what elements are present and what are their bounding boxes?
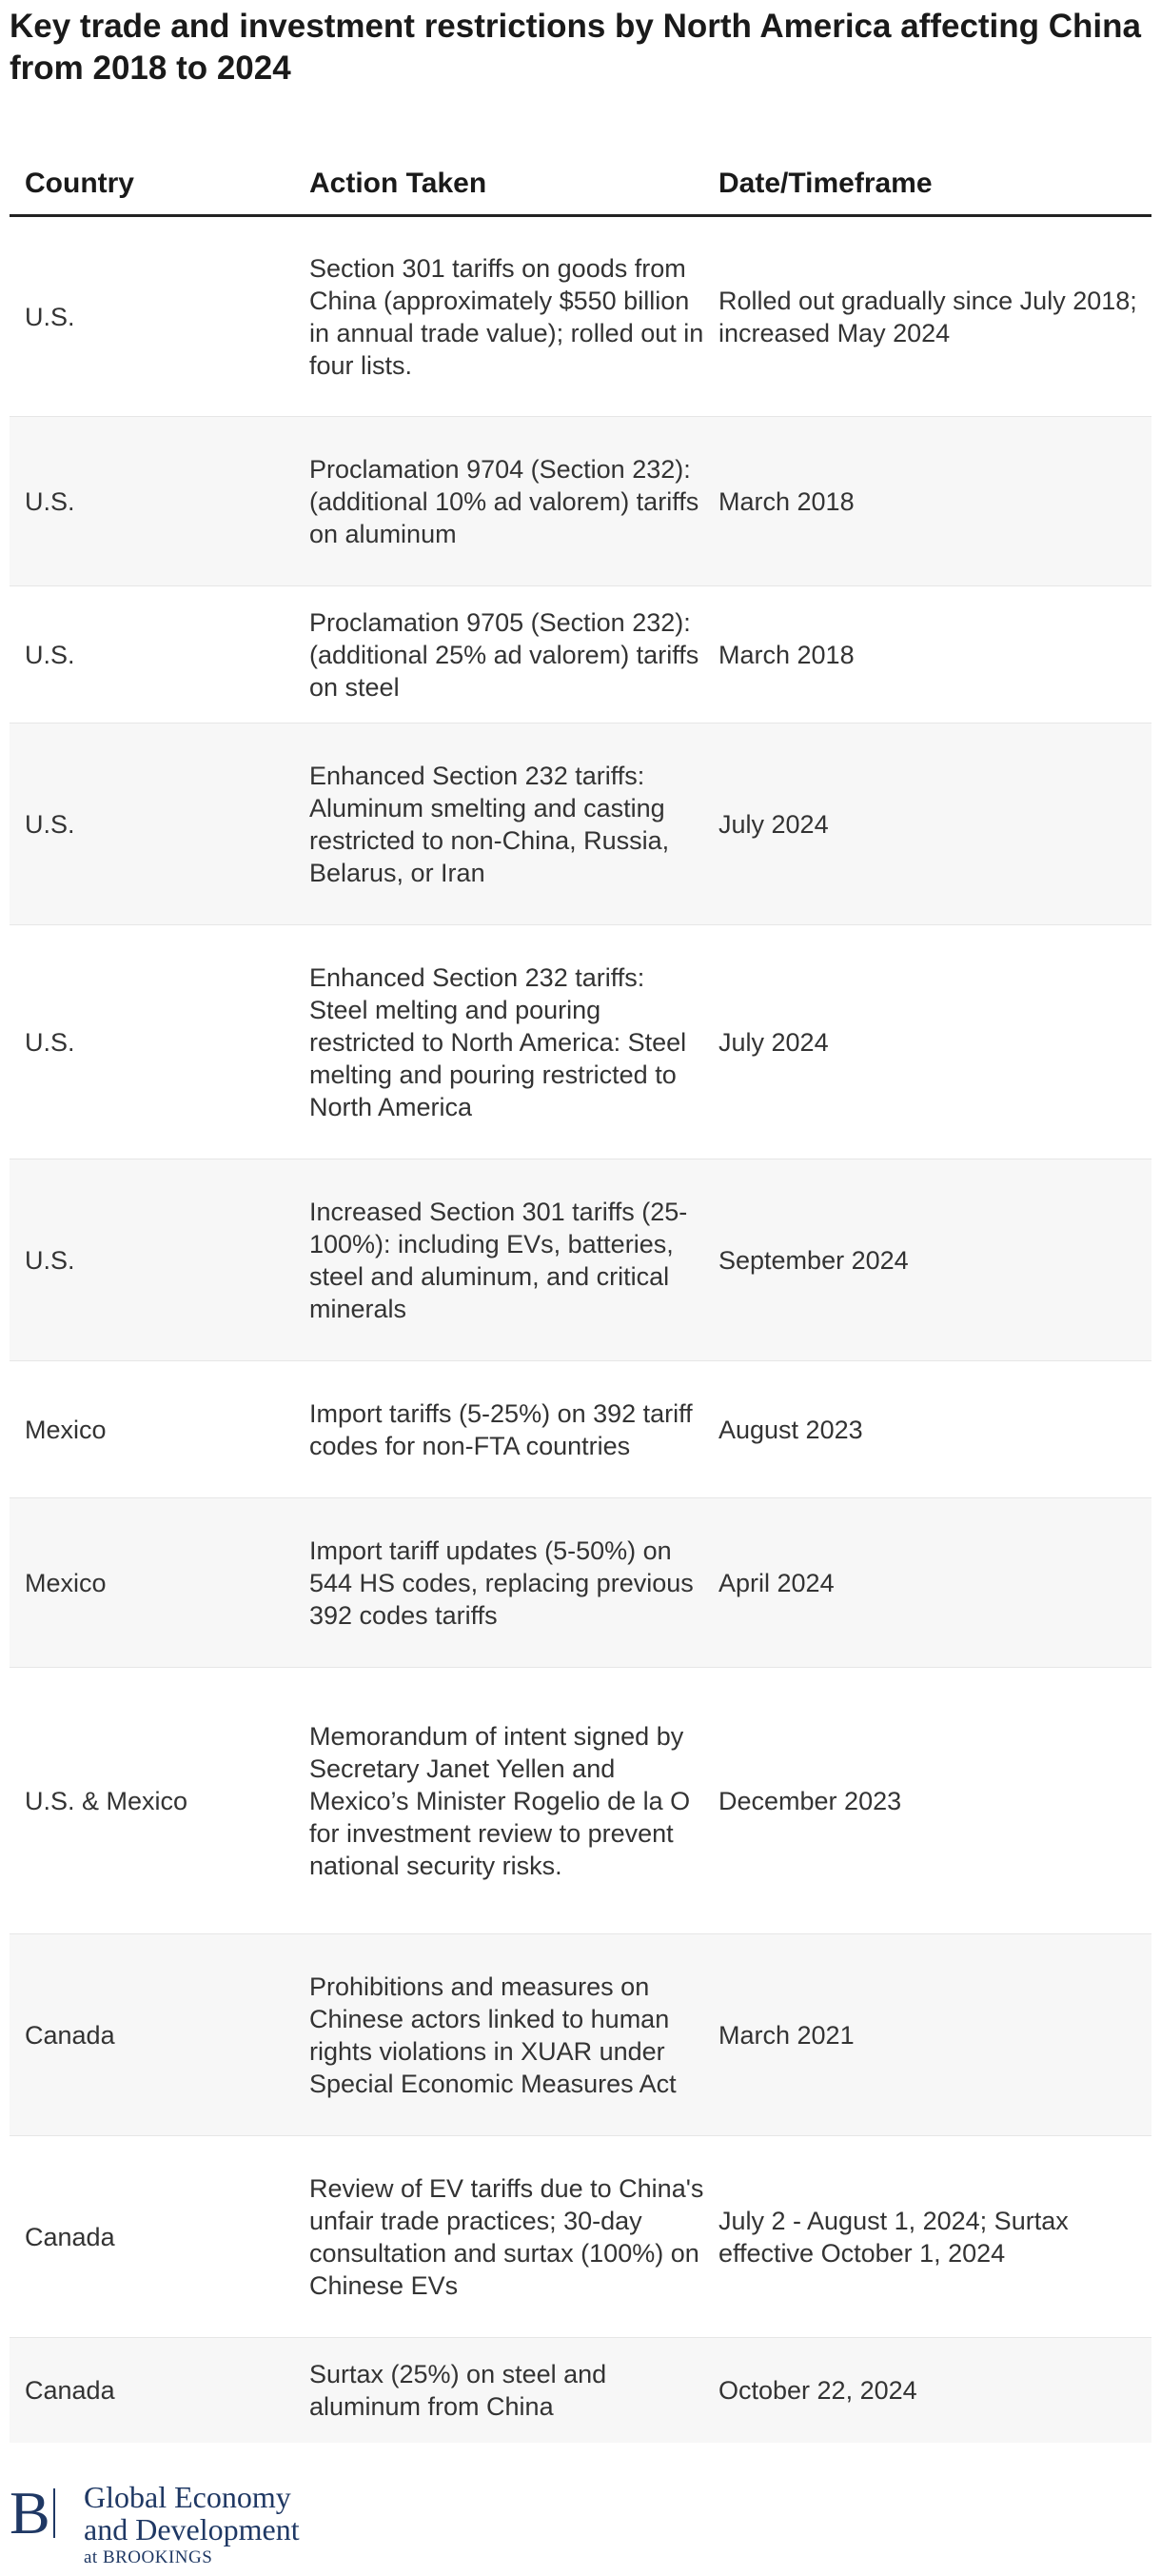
header-country: Country bbox=[25, 167, 134, 199]
cell-action: Prohibitions and measures on Chinese actors linked to human rights violations in XUAR under Special Economic Measures Act bbox=[309, 1972, 677, 2098]
cell-country: U.S. bbox=[25, 1027, 75, 1057]
cell-country: U.S. bbox=[25, 1245, 75, 1275]
cell-date: Rolled out gradually since July 2018; increased May 2024 bbox=[718, 286, 1137, 347]
cell-action: Review of EV tariffs due to China's unfair trade practices; 30-day consultation and surtax (100%) on Chinese EVs bbox=[309, 2173, 704, 2300]
cell-action: Increased Section 301 tariffs (25-100%): including EVs, batteries, steel and aluminum, and critical minerals bbox=[309, 1197, 688, 1323]
logo-divider bbox=[53, 2488, 55, 2538]
cell-country: Mexico bbox=[25, 1568, 107, 1597]
table-row bbox=[10, 1159, 1151, 1361]
cell-country: Canada bbox=[25, 2376, 115, 2405]
table-row bbox=[10, 1668, 1151, 1934]
cell-action: Proclamation 9705 (Section 232): (additional 25% ad valorem) tariffs on steel bbox=[309, 607, 699, 702]
brookings-b-icon: B bbox=[10, 2479, 50, 2546]
cell-action: Import tariffs (5-25%) on 392 tariff codes for non-FTA countries bbox=[309, 1398, 693, 1460]
table-row bbox=[10, 1934, 1151, 2136]
logo-line-2: and Development bbox=[84, 2512, 300, 2546]
cell-country: Canada bbox=[25, 2020, 115, 2050]
logo-line-1: Global Economy bbox=[84, 2480, 291, 2514]
table-row bbox=[10, 1361, 1151, 1498]
logo-line-3: at BROOKINGS bbox=[84, 2547, 213, 2567]
cell-country: Canada bbox=[25, 2222, 115, 2251]
cell-action: Memorandum of intent signed by Secretary Janet Yellen and Mexico’s Minister Rogelio de la O for investment review to prevent national security risks. bbox=[309, 1721, 691, 1880]
header-date-timeframe: Date/Timeframe bbox=[718, 167, 933, 199]
table-header bbox=[10, 152, 1151, 217]
table-row bbox=[10, 586, 1151, 723]
table-row bbox=[10, 1498, 1151, 1668]
table-row bbox=[10, 723, 1151, 925]
table-row bbox=[10, 217, 1151, 417]
cell-date: July 2024 bbox=[718, 809, 829, 839]
page-title: Key trade and investment restrictions by North America affecting China from 2018 to 2024 bbox=[10, 8, 1141, 87]
cell-date: September 2024 bbox=[718, 1245, 909, 1275]
cell-country: U.S. bbox=[25, 640, 75, 669]
cell-action: Proclamation 9704 (Section 232): (additional 10% ad valorem) tariffs on aluminum bbox=[309, 454, 699, 548]
cell-date: April 2024 bbox=[718, 1568, 835, 1597]
cell-date: October 22, 2024 bbox=[718, 2376, 917, 2405]
cell-country: Mexico bbox=[25, 1415, 107, 1444]
cell-country: U.S. & Mexico bbox=[25, 1786, 188, 1815]
cell-action: Section 301 tariffs on goods from China (approximately $550 billion in annual trade value); rolled out in four lists. bbox=[309, 253, 704, 380]
header-action-taken: Action Taken bbox=[309, 167, 487, 199]
table-row bbox=[10, 2136, 1151, 2338]
table-row bbox=[10, 2338, 1151, 2443]
cell-date: March 2018 bbox=[718, 486, 855, 516]
cell-action: Enhanced Section 232 tariffs: Aluminum smelting and casting restricted to non-China, Russia, Belarus, or Iran bbox=[309, 761, 670, 887]
cell-date: December 2023 bbox=[718, 1786, 902, 1815]
table-row bbox=[10, 417, 1151, 586]
cell-date: March 2021 bbox=[718, 2020, 855, 2050]
restrictions-table bbox=[10, 152, 1151, 2443]
cell-country: U.S. bbox=[25, 486, 75, 516]
cell-action: Import tariff updates (5-50%) on 544 HS codes, replacing previous 392 codes tariffs bbox=[309, 1536, 694, 1630]
cell-country: U.S. bbox=[25, 302, 75, 331]
brookings-logo[interactable] bbox=[10, 2479, 390, 2570]
cell-action: Surtax (25%) on steel and aluminum from China bbox=[309, 2360, 607, 2421]
cell-date: July 2 - August 1, 2024; Surtax effective October 1, 2024 bbox=[718, 2206, 1069, 2268]
cell-action: Enhanced Section 232 tariffs: Steel melting and pouring restricted to North America: Steel melting and pouring restricted to North America bbox=[309, 962, 687, 1121]
cell-date: July 2024 bbox=[718, 1027, 829, 1057]
cell-date: March 2018 bbox=[718, 640, 855, 669]
cell-country: U.S. bbox=[25, 809, 75, 839]
cell-date: August 2023 bbox=[718, 1415, 863, 1444]
table-row bbox=[10, 925, 1151, 1159]
